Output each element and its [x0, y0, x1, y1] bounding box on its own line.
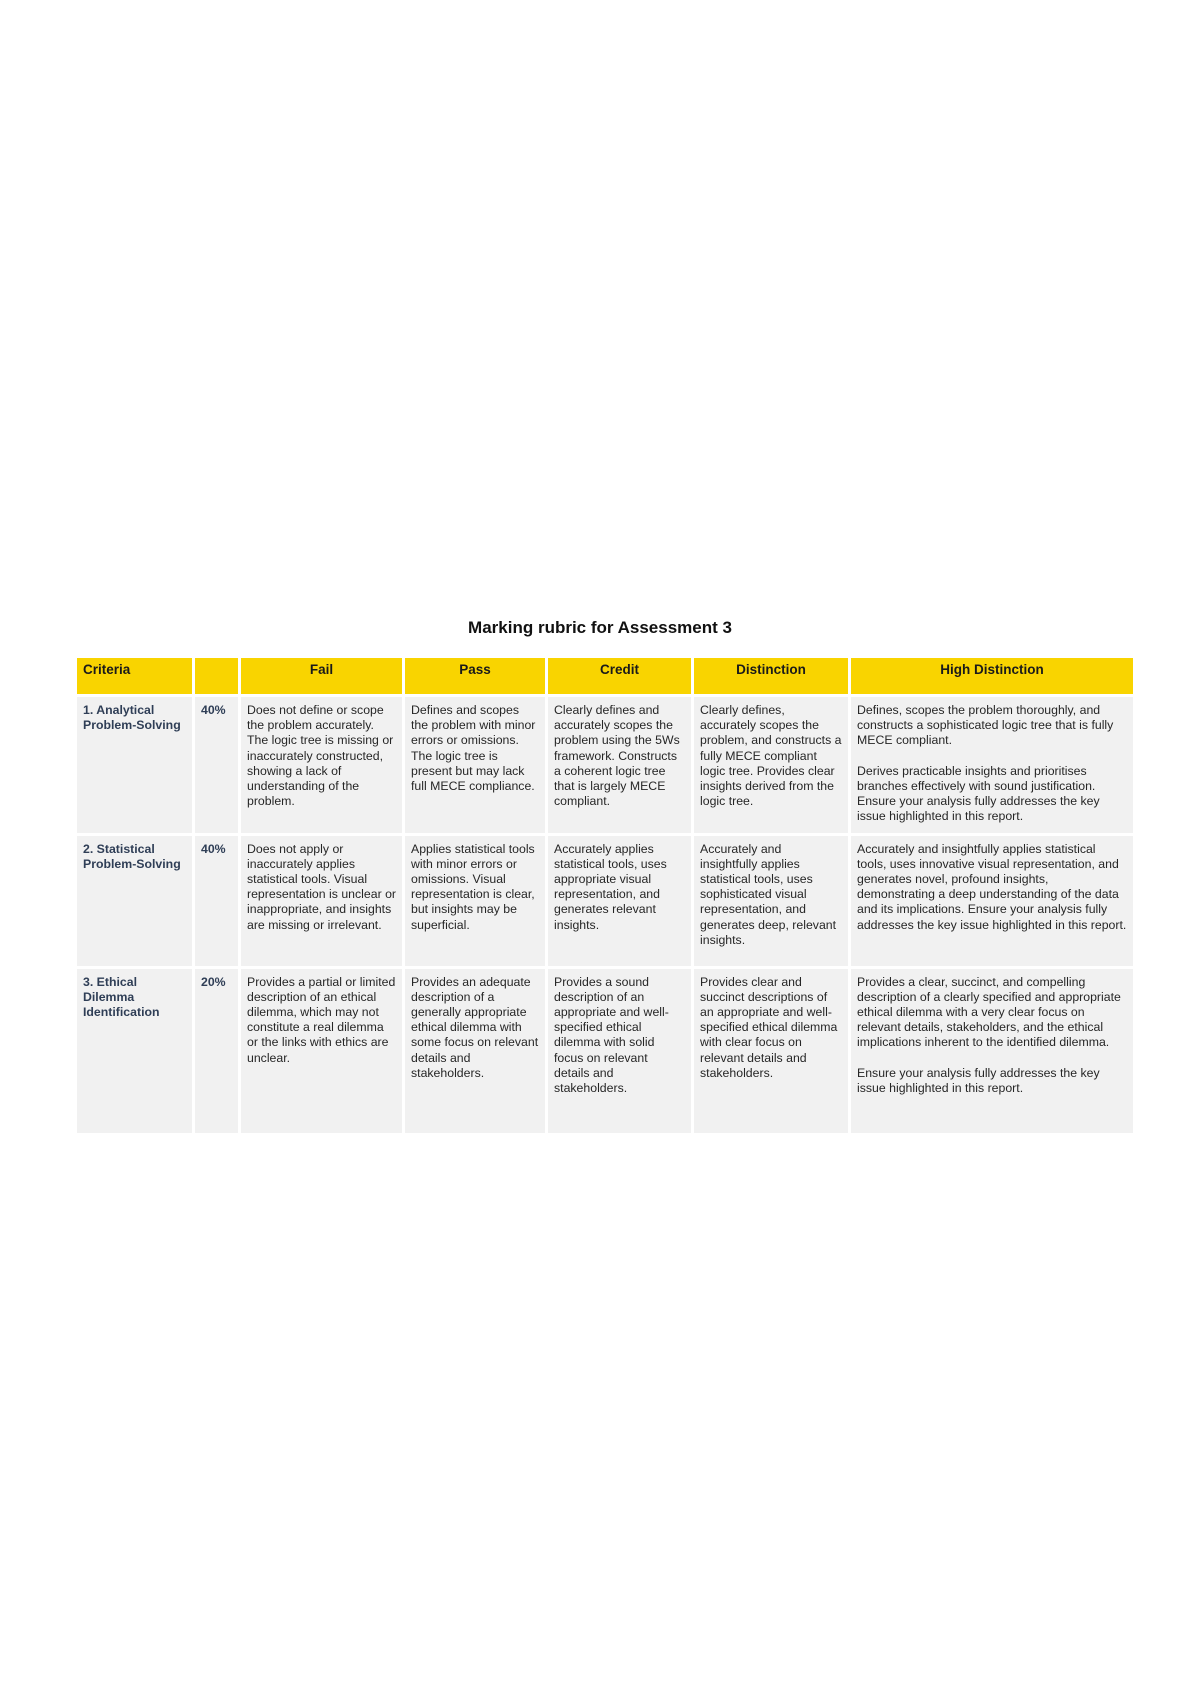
distinction-cell: Provides clear and succinct descriptions of an appropriate and well-specified ethical dilemma with clear focus on relevant details and stakeholders. [694, 969, 848, 1133]
credit-cell: Accurately applies statistical tools, uses appropriate visual representation, and generates relevant insights. [548, 836, 691, 966]
credit-cell: Provides a sound description of an appropriate and well-specified ethical dilemma with solid focus on relevant details and stakeholders. [548, 969, 691, 1133]
header-weight [195, 658, 238, 694]
criteria-cell: 2. Statistical Problem-Solving [77, 836, 192, 966]
weight-cell: 20% [195, 969, 238, 1133]
criteria-cell: 3. Ethical Dilemma Identification [77, 969, 192, 1133]
credit-cell: Clearly defines and accurately scopes the problem using the 5Ws framework. Constructs a coherent logic tree that is largely MECE compliant. [548, 697, 691, 833]
table-row [77, 697, 1133, 833]
criteria-cell: 1. Analytical Problem-Solving [77, 697, 192, 833]
table-row [77, 969, 1133, 1133]
distinction-cell: Clearly defines, accurately scopes the problem, and constructs a fully MECE compliant logic tree. Provides clear insights derived from the logic tree. [694, 697, 848, 833]
rubric-header-row [77, 658, 1133, 694]
fail-cell: Provides a partial or limited description of an ethical dilemma, which may not constitute a real dilemma or the links with ethics are unclear. [241, 969, 402, 1133]
high-distinction-cell: Provides a clear, succinct, and compelling description of a clearly specified and appropriate ethical dilemma with a very clear focus on relevant details, stakeholders, and the ethical implications inherent to the identified dilemma. Ensure your analysis fully addresses the key issue highlighted in this report. [851, 969, 1133, 1133]
high-distinction-cell: Defines, scopes the problem thoroughly, and constructs a sophisticated logic tree that is fully MECE compliant. Derives practicable insights and prioritises branches effectively with sound justification. Ensure your analysis fully addresses the key issue highlighted in this report. [851, 697, 1133, 833]
header-high-distinction: High Distinction [851, 658, 1133, 694]
fail-cell: Does not define or scope the problem accurately. The logic tree is missing or inaccurately constructed, showing a lack of understanding of the problem. [241, 697, 402, 833]
pass-cell: Defines and scopes the problem with minor errors or omissions. The logic tree is present but may lack full MECE compliance. [405, 697, 545, 833]
header-credit: Credit [548, 658, 691, 694]
pass-cell: Applies statistical tools with minor errors or omissions. Visual representation is clear, but insights may be superficial. [405, 836, 545, 966]
marking-rubric-table [74, 655, 1136, 1136]
distinction-cell: Accurately and insightfully applies statistical tools, uses sophisticated visual representation, and generates deep, relevant insights. [694, 836, 848, 966]
header-distinction: Distinction [694, 658, 848, 694]
weight-cell: 40% [195, 697, 238, 833]
header-criteria: Criteria [77, 658, 192, 694]
document-title: Marking rubric for Assessment 3 [468, 618, 732, 637]
pass-cell: Provides an adequate description of a generally appropriate ethical dilemma with some focus on relevant details and stakeholders. [405, 969, 545, 1133]
header-fail: Fail [241, 658, 402, 694]
weight-cell: 40% [195, 836, 238, 966]
table-row [77, 836, 1133, 966]
fail-cell: Does not apply or inaccurately applies statistical tools. Visual representation is unclear or inappropriate, and insights are missing or irrelevant. [241, 836, 402, 966]
header-pass: Pass [405, 658, 545, 694]
high-distinction-cell: Accurately and insightfully applies statistical tools, uses innovative visual representation, and generates novel, profound insights, demonstrating a deep understanding of the data and its implications. Ensure your analysis fully addresses the key issue highlighted in this report. [851, 836, 1133, 966]
